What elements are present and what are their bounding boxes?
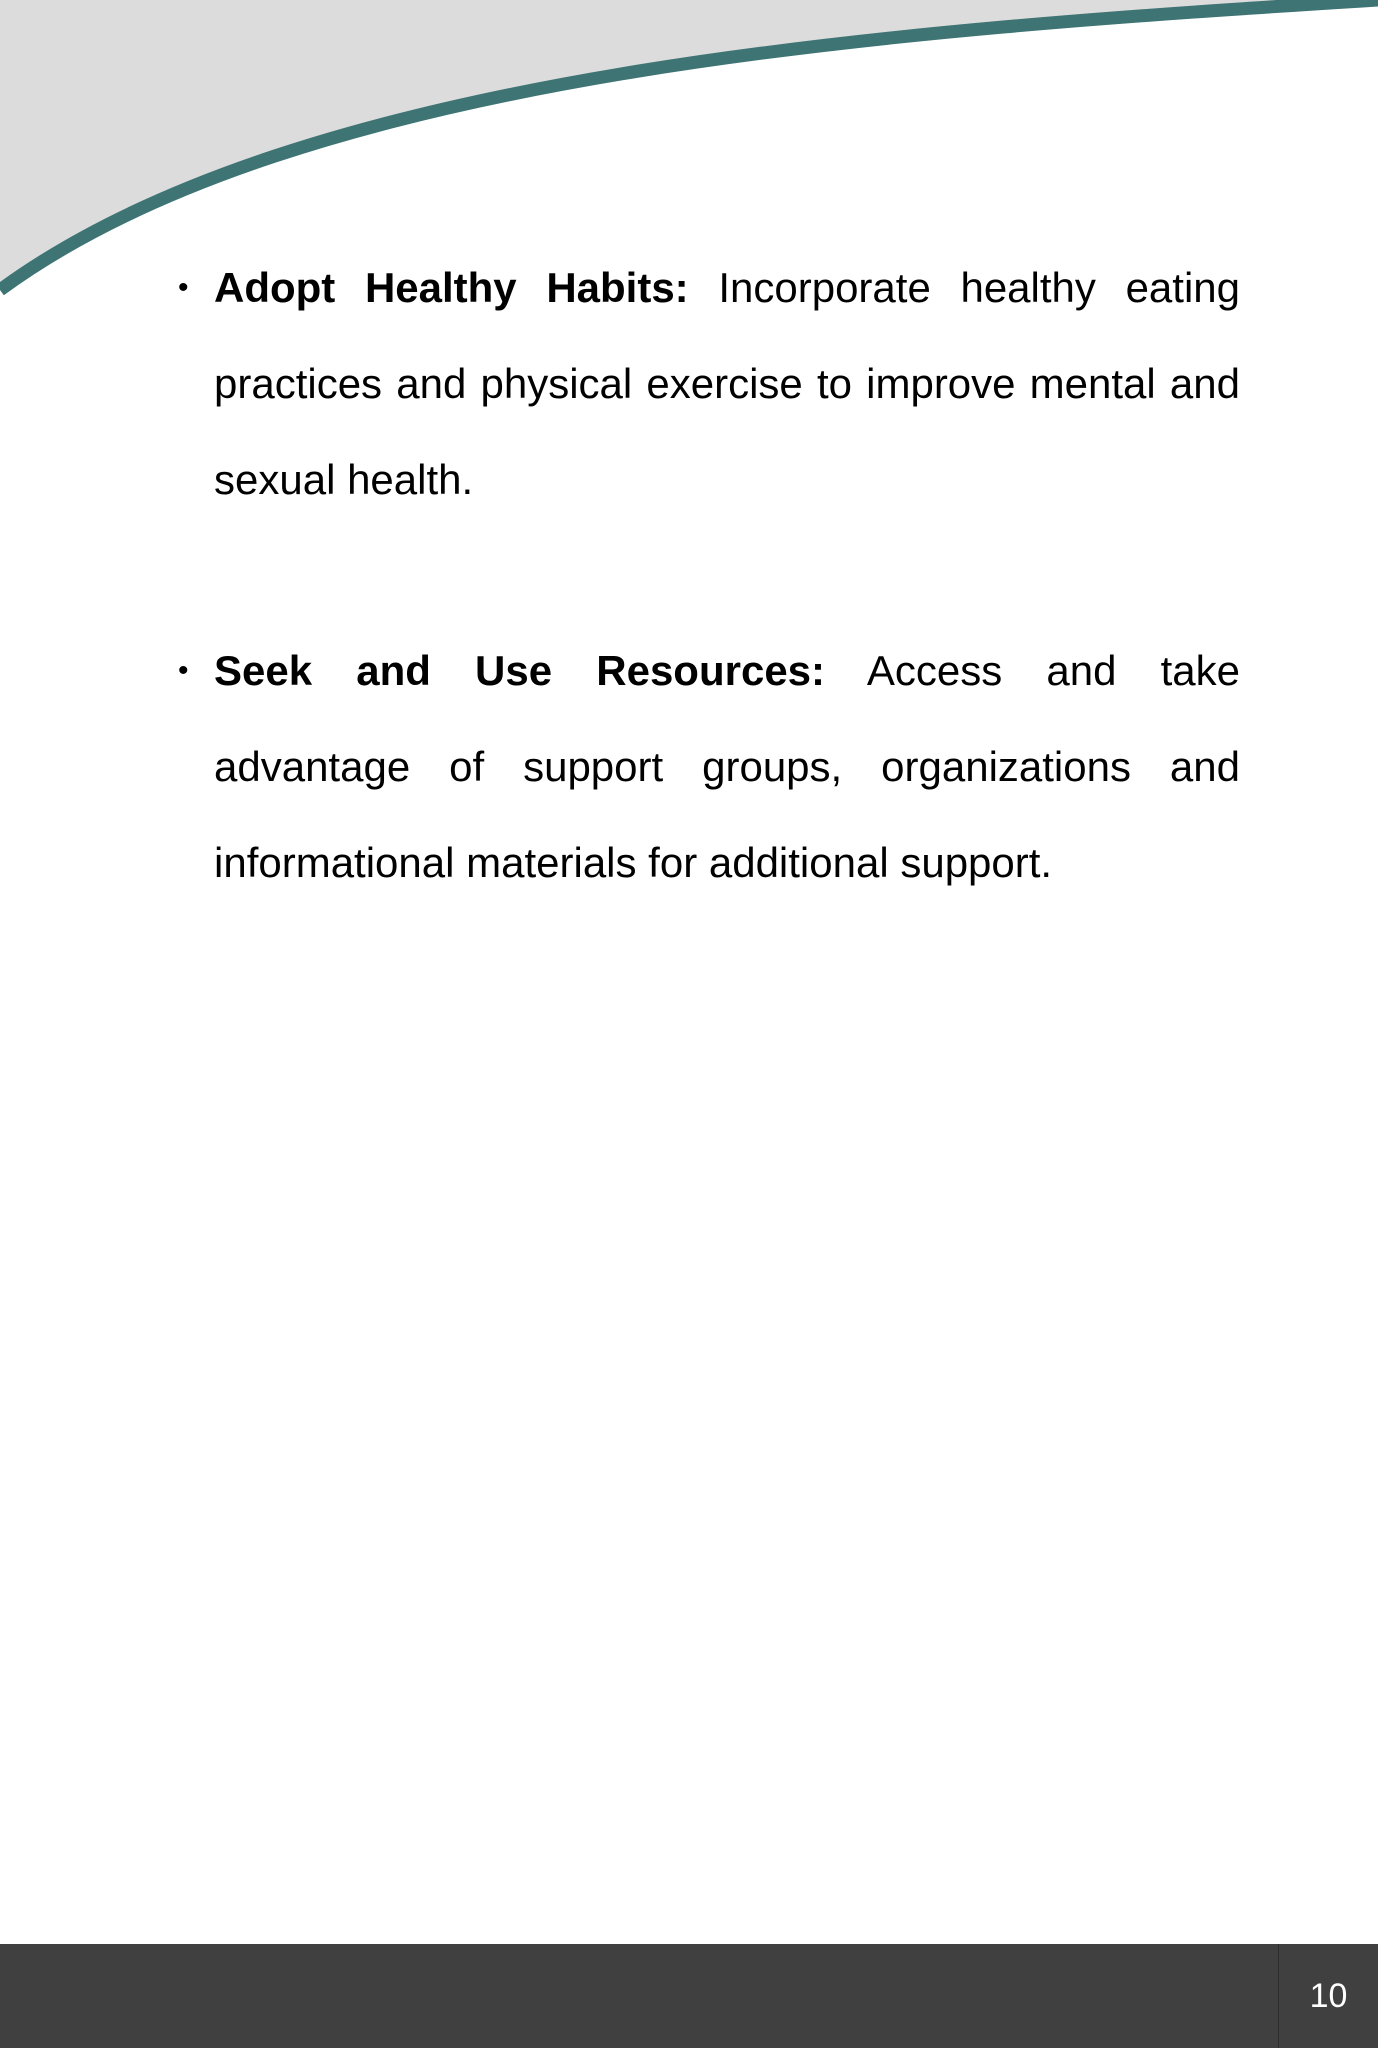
bullet-item-adopt-healthy-habits [175, 240, 1240, 528]
bullet-list [175, 240, 1240, 911]
page-number: 10 [1309, 1976, 1348, 2015]
bullet-title: Seek and Use Resources: [214, 647, 826, 694]
bullet-dot-icon: • [178, 654, 189, 687]
bullet-text: Access and take advantage of support groups, organizations and informational materials for additional support. [214, 647, 1241, 886]
footer-bar [0, 1944, 1378, 2048]
page-number-box [1278, 1944, 1378, 2048]
bullet-dot-icon: • [178, 271, 189, 304]
bullet-text: Incorporate healthy eating practices and physical exercise to improve mental and sexual health. [214, 264, 1240, 503]
bullet-title: Adopt Healthy Habits: [214, 264, 689, 311]
bullet-item-seek-resources [175, 623, 1240, 911]
